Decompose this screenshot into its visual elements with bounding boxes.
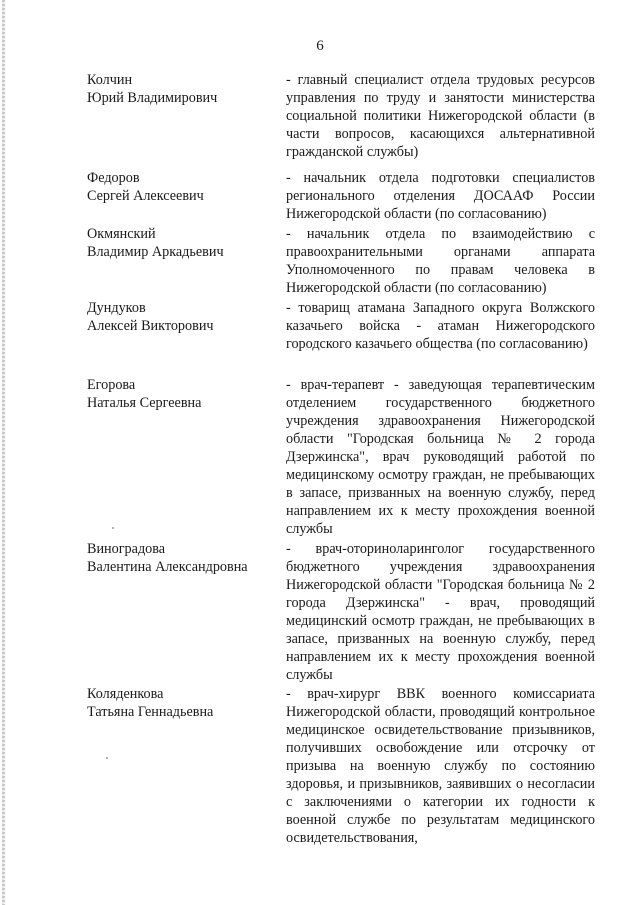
member-name [87, 376, 277, 412]
member-surname: Окмянский [87, 226, 156, 242]
member-position: - врач-хирург ВВК военного комиссариата Нижегородской области, проводящий контрольное медицинское освидетельствование призывников, получивших освобождение или отсрочку от призыва на военную службу по состоянию здоровья, и призывников, заявивших о несогласии с заключениями о категории их годности к военной службе по результатам медицинского освидетельствования, [286, 686, 595, 846]
member-given-name: Валентина Александровна [87, 559, 248, 575]
member-given-name: Татьяна Геннадьевна [87, 704, 214, 720]
scan-speck [106, 757, 108, 759]
scan-speck [112, 527, 114, 529]
member-name [87, 299, 277, 335]
member-given-name: Владимир Аркадьевич [87, 244, 224, 260]
member-position: - начальник отдела подготовки специалистов регионального отделения ДОСААФ России Нижегородской области (по согласованию) [286, 170, 595, 222]
member-position: - главный специалист отдела трудовых ресурсов управления по труду и занятости министерства социальной политики Нижегородской области (в части вопросов, касающихся альтернативной гражданской службы) [286, 72, 595, 160]
scan-edge-line [2, 0, 5, 905]
member-given-name: Сергей Алексеевич [87, 188, 204, 204]
member-position: - товарищ атамана Западного округа Волжского казачьего войска - атаман Нижегородского городского казачьего общества (по согласованию) [286, 300, 595, 352]
member-name [87, 685, 277, 721]
member-given-name: Наталья Сергеевна [87, 395, 202, 411]
member-surname: Дундуков [87, 300, 146, 316]
member-surname: Федоров [87, 170, 140, 186]
member-surname: Виноградова [87, 541, 166, 557]
member-position: - врач-терапевт - заведующая терапевтическим отделением государственного бюджетного учреждения здравоохранения Нижегородской области "Городская больница № 2 города Дзержинска", врач руководящий работой по медицинскому осмотру граждан, не пребывающих в запасе, призванных на военную службу, перед направлением их к месту прохождения военной службы [286, 377, 595, 537]
member-surname: Коляденкова [87, 686, 164, 702]
member-name [87, 169, 277, 205]
member-given-name: Алексей Викторович [87, 318, 214, 334]
member-given-name: Юрий Владимирович [87, 90, 218, 106]
member-surname: Егорова [87, 377, 136, 393]
member-position: - начальник отдела по взаимодействию с правоохранительными органами аппарата Уполномоченного по правам человека в Нижегородской области (по согласованию) [286, 226, 595, 296]
member-surname: Колчин [87, 72, 133, 88]
member-name [87, 225, 277, 261]
page-number: 6 [316, 38, 324, 54]
member-name [87, 540, 277, 576]
member-position: - врач-оториноларинголог государственного бюджетного учреждения здравоохранения Нижегородской области "Городская больница № 2 города Дзержинска" - врач, проводящий медицинский осмотр граждан, не пребывающих в запасе, призванных на военную службу, перед направлением их к месту прохождения военной службы [286, 541, 595, 683]
member-name [87, 71, 277, 107]
